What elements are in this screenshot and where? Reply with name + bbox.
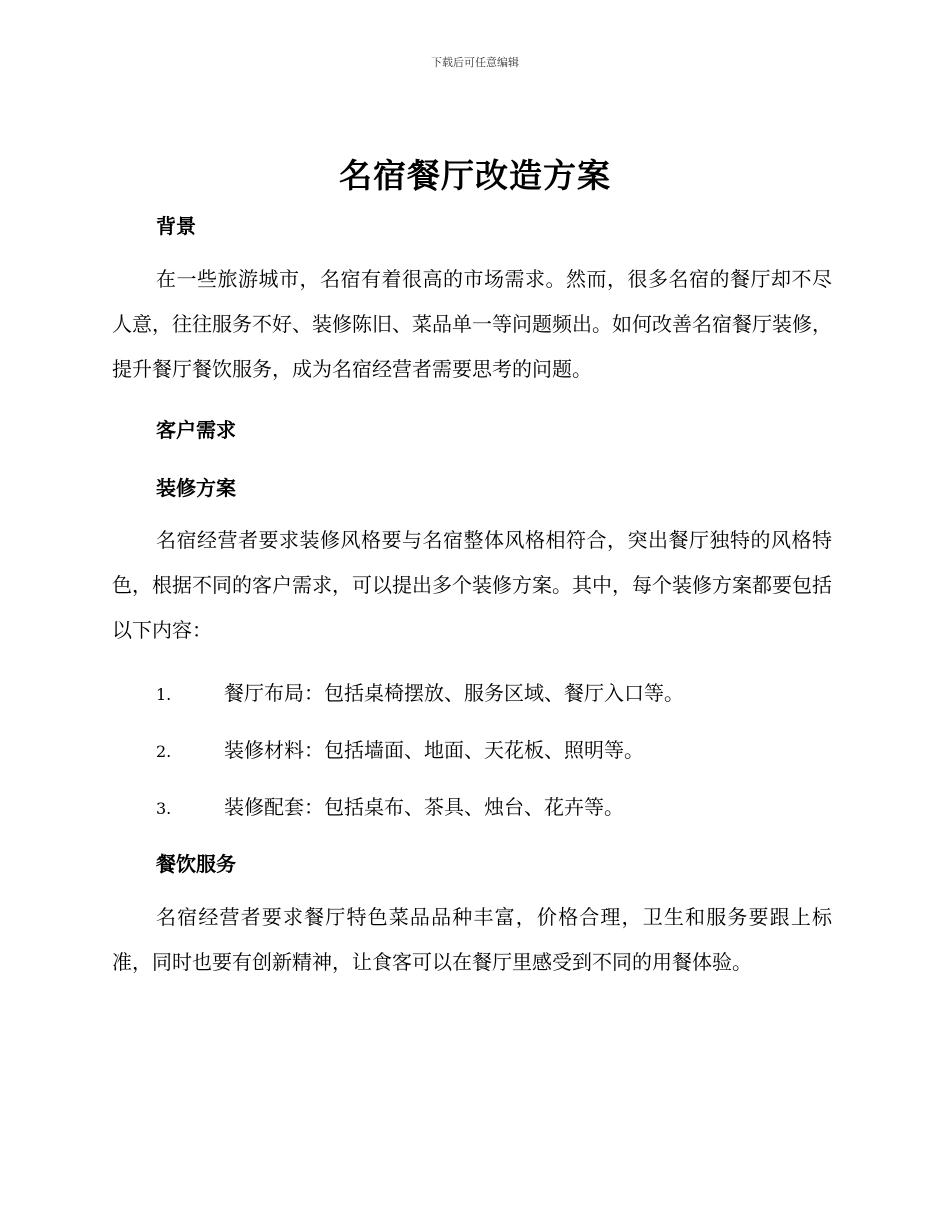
- list-item-text: 装修配套：包括桌布、茶具、烛台、花卉等。: [224, 795, 624, 819]
- list-item-number: 3.: [156, 799, 172, 818]
- header-note: 下载后可任意编辑: [431, 56, 519, 69]
- list-item-text: 装修材料：包括墙面、地面、天花板、照明等。: [224, 738, 644, 762]
- heading-customer-needs: 客户需求: [156, 418, 236, 442]
- paragraph-renovation: 名宿经营者要求装修风格要与名宿整体风格相符合，突出餐厅独特的风格特色，根据不同的客户需求，可以提出多个装修方案。其中，每个装修方案都要包括以下内容：: [112, 528, 832, 642]
- paragraph-catering: 名宿经营者要求餐厅特色菜品品种丰富，价格合理，卫生和服务要跟上标准，同时也要有创新精神，让食客可以在餐厅里感受到不同的用餐体验。: [112, 905, 832, 974]
- heading-background: 背景: [156, 214, 196, 238]
- paragraph-background: 在一些旅游城市，名宿有着很高的市场需求。然而，很多名宿的餐厅却不尽人意，往往服务不好、装修陈旧、菜品单一等问题频出。如何改善名宿餐厅装修，提升餐厅餐饮服务，成为名宿经营者需要思考的问题。: [112, 267, 832, 381]
- list-item-number: 1.: [156, 685, 172, 704]
- list-item: [156, 677, 684, 706]
- list-item-text: 餐厅布局：包括桌椅摆放、服务区域、餐厅入口等。: [224, 681, 684, 705]
- list-item: [156, 791, 624, 820]
- heading-catering-service: 餐饮服务: [156, 852, 236, 876]
- document-title: 名宿餐厅改造方案: [339, 156, 611, 195]
- list-item: [156, 734, 644, 763]
- list-item-number: 2.: [156, 742, 172, 761]
- heading-renovation-plan: 装修方案: [156, 476, 236, 500]
